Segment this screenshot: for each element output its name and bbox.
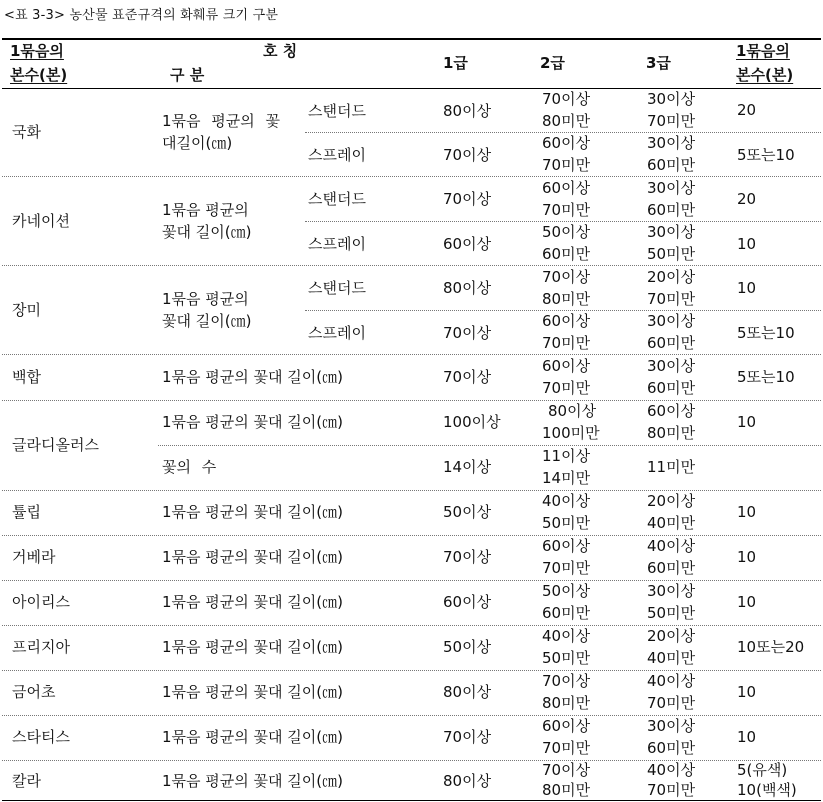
- row-name-lily: 백합: [12, 368, 41, 386]
- row-name-nasturtium: 금어초: [12, 683, 56, 701]
- g1-gladiolus-a: 100이상: [443, 413, 501, 431]
- g3a-iris: 30이상: [647, 582, 696, 600]
- row-name-statice: 스타티스: [12, 728, 70, 746]
- g2a-rose-standard: 70이상: [542, 268, 591, 286]
- g3a-gladiolus-a: 60이상: [647, 402, 696, 420]
- row-name-calla: 칼라: [12, 772, 41, 790]
- header-bottom-rule: [2, 88, 821, 89]
- g1-gukhwa-standard: 80이상: [443, 102, 492, 120]
- g3b-nasturtium: 70미만: [647, 694, 696, 712]
- row-separator: [2, 535, 821, 536]
- row-separator: [2, 265, 821, 266]
- count-gukhwa-standard: 20: [737, 101, 757, 119]
- type-rose-standard: 스탠더드: [308, 279, 366, 297]
- g2b-lily: 70미만: [542, 379, 591, 397]
- count-gukhwa-spray: 5또는10: [737, 146, 795, 164]
- criterion-nasturtium: 1묶음 평균의 꽃대 길이(㎝): [162, 683, 343, 701]
- type-gukhwa-spray: 스프레이: [308, 146, 366, 164]
- g2a-statice: 60이상: [542, 717, 591, 735]
- count-calla-b: 10(백색): [737, 781, 797, 799]
- count-carnation-spray: 10: [737, 235, 757, 253]
- g3a-statice: 30이상: [647, 717, 696, 735]
- g3a-gukhwa-spray: 30이상: [647, 134, 696, 152]
- g2b-gukhwa-spray: 70미만: [542, 156, 591, 174]
- g1-rose-spray: 70이상: [443, 324, 492, 342]
- g1-gerbera: 70이상: [443, 548, 492, 566]
- count-lily: 5또는10: [737, 368, 795, 386]
- criterion-lily: 1묶음 평균의 꽃대 길이(㎝): [162, 368, 343, 386]
- g3b-iris: 50미만: [647, 604, 696, 622]
- criterion-gukhwa-2: 대길이(㎝): [162, 134, 233, 152]
- criterion-iris: 1묶음 평균의 꽃대 길이(㎝): [162, 593, 343, 611]
- g1-nasturtium: 80이상: [443, 683, 492, 701]
- g2b-nasturtium: 80미만: [542, 694, 591, 712]
- header-grade1: 1급: [443, 54, 468, 72]
- header-bundle-count-left-1: 1묶음의: [10, 42, 64, 60]
- table-caption: <표 3-3> 농산물 표준규격의 화훼류 크기 구분: [4, 8, 279, 23]
- g3b-carnation-standard: 60미만: [647, 201, 696, 219]
- row-separator: [2, 760, 821, 761]
- g2b-carnation-standard: 70미만: [542, 201, 591, 219]
- g2a-carnation-standard: 60이상: [542, 179, 591, 197]
- criterion-rose-1: 1묶음 평균의: [162, 290, 249, 308]
- row-name-gladiolus: 글라디올러스: [12, 436, 99, 454]
- count-rose-standard: 10: [737, 279, 757, 297]
- type-rose-spray: 스프레이: [308, 324, 366, 342]
- g1-iris: 60이상: [443, 593, 492, 611]
- g1-freesia: 50이상: [443, 638, 492, 656]
- criterion-freesia: 1묶음 평균의 꽃대 길이(㎝): [162, 638, 343, 656]
- g3b-lily: 60미만: [647, 379, 696, 397]
- g2a-iris: 50이상: [542, 582, 591, 600]
- g2a-gladiolus-b: 11이상: [542, 447, 591, 465]
- g1-lily: 70이상: [443, 368, 492, 386]
- criterion-carnation-1: 1묶음 평균의: [162, 201, 249, 219]
- criterion-calla: 1묶음 평균의 꽃대 길이(㎝): [162, 772, 343, 790]
- type-gukhwa-standard: 스탠더드: [308, 102, 366, 120]
- row-separator: [2, 715, 821, 716]
- row-separator: [2, 176, 821, 177]
- g3a-gukhwa-standard: 30이상: [647, 90, 696, 108]
- g1-calla: 80이상: [443, 772, 492, 790]
- g3a-rose-spray: 30이상: [647, 312, 696, 330]
- subrow-separator: [158, 445, 821, 446]
- g3b-gladiolus-a: 80미만: [647, 424, 696, 442]
- g1-carnation-spray: 60이상: [443, 235, 492, 253]
- g3-gladiolus-b: 11미만: [647, 458, 696, 476]
- row-name-rose: 장미: [12, 301, 41, 319]
- header-bundle-count-right-1: 1묶음의: [736, 42, 790, 60]
- g2a-gerbera: 60이상: [542, 537, 591, 555]
- g2a-nasturtium: 70이상: [542, 672, 591, 690]
- g3a-carnation-standard: 30이상: [647, 179, 696, 197]
- criterion-gerbera: 1묶음 평균의 꽃대 길이(㎝): [162, 548, 343, 566]
- g3b-calla: 70미만: [647, 781, 696, 799]
- g1-gladiolus-b: 14이상: [443, 458, 492, 476]
- count-gladiolus-a: 10: [737, 413, 757, 431]
- row-separator: [2, 354, 821, 355]
- g3b-statice: 60미만: [647, 739, 696, 757]
- g3b-gukhwa-spray: 60미만: [647, 156, 696, 174]
- count-rose-spray: 5또는10: [737, 324, 795, 342]
- header-grade3: 3급: [646, 54, 671, 72]
- g2b-statice: 70미만: [542, 739, 591, 757]
- g1-gukhwa-spray: 70이상: [443, 146, 492, 164]
- g3a-nasturtium: 40이상: [647, 672, 696, 690]
- g2b-tulip: 50미만: [542, 514, 591, 532]
- g2b-gerbera: 70미만: [542, 559, 591, 577]
- row-separator: [2, 400, 821, 401]
- criterion-gladiolus-a: 1묶음 평균의 꽃대 길이(㎝): [162, 413, 343, 431]
- row-separator: [2, 670, 821, 671]
- g2b-gukhwa-standard: 80미만: [542, 112, 591, 130]
- g2b-carnation-spray: 60미만: [542, 245, 591, 263]
- criterion-gladiolus-b: 꽃의 수: [162, 458, 217, 476]
- row-name-gukhwa: 국화: [12, 123, 41, 141]
- g2b-calla: 80미만: [542, 781, 591, 799]
- header-grade2: 2급: [540, 54, 565, 72]
- g3a-rose-standard: 20이상: [647, 268, 696, 286]
- g2b-gladiolus-a: 100미만: [542, 424, 600, 442]
- g1-carnation-standard: 70이상: [443, 190, 492, 208]
- g3a-tulip: 20이상: [647, 492, 696, 510]
- count-calla-a: 5(유색): [737, 761, 788, 779]
- g2a-carnation-spray: 50이상: [542, 223, 591, 241]
- header-gubun: 구 분: [170, 66, 205, 84]
- g2a-calla: 70이상: [542, 761, 591, 779]
- g3a-lily: 30이상: [647, 357, 696, 375]
- row-name-tulip: 튤립: [12, 503, 41, 521]
- g2a-gukhwa-spray: 60이상: [542, 134, 591, 152]
- row-name-gerbera: 거베라: [12, 548, 56, 566]
- row-separator: [2, 490, 821, 491]
- count-freesia: 10또는20: [737, 638, 805, 656]
- row-name-carnation: 카네이션: [12, 212, 70, 230]
- g2a-gukhwa-standard: 70이상: [542, 90, 591, 108]
- table-top-rule: [2, 38, 821, 40]
- g3b-gerbera: 60미만: [647, 559, 696, 577]
- criterion-statice: 1묶음 평균의 꽃대 길이(㎝): [162, 728, 343, 746]
- count-tulip: 10: [737, 503, 757, 521]
- row-separator: [2, 625, 821, 626]
- g3b-gukhwa-standard: 70미만: [647, 112, 696, 130]
- row-name-freesia: 프리지아: [12, 638, 70, 656]
- criterion-tulip: 1묶음 평균의 꽃대 길이(㎝): [162, 503, 343, 521]
- g3a-calla: 40이상: [647, 761, 696, 779]
- g3b-rose-standard: 70미만: [647, 290, 696, 308]
- g2b-gladiolus-b: 14미만: [542, 469, 591, 487]
- criterion-carnation-2: 꽃대 길이(㎝): [162, 223, 252, 241]
- count-carnation-standard: 20: [737, 190, 757, 208]
- g1-statice: 70이상: [443, 728, 492, 746]
- criterion-gukhwa-1: 1묶음 평균의 꽃: [162, 112, 281, 130]
- type-carnation-spray: 스프레이: [308, 235, 366, 253]
- g3a-carnation-spray: 30이상: [647, 223, 696, 241]
- count-nasturtium: 10: [737, 683, 757, 701]
- header-bundle-count-left-2: 본수(본): [10, 66, 68, 84]
- g3b-rose-spray: 60미만: [647, 334, 696, 352]
- g1-rose-standard: 80이상: [443, 279, 492, 297]
- g3a-gerbera: 40이상: [647, 537, 696, 555]
- g2a-rose-spray: 60이상: [542, 312, 591, 330]
- g3b-carnation-spray: 50미만: [647, 245, 696, 263]
- g2a-lily: 60이상: [542, 357, 591, 375]
- row-name-iris: 아이리스: [12, 593, 70, 611]
- header-hoching: 호 칭: [263, 42, 298, 60]
- g1-tulip: 50이상: [443, 503, 492, 521]
- criterion-rose-2: 꽃대 길이(㎝): [162, 312, 252, 330]
- type-carnation-standard: 스탠더드: [308, 190, 366, 208]
- g2b-rose-spray: 70미만: [542, 334, 591, 352]
- count-iris: 10: [737, 593, 757, 611]
- g2a-freesia: 40이상: [542, 627, 591, 645]
- g2a-tulip: 40이상: [542, 492, 591, 510]
- g2b-freesia: 50미만: [542, 649, 591, 667]
- count-gerbera: 10: [737, 548, 757, 566]
- header-bundle-count-right-2: 본수(본): [736, 66, 794, 84]
- g2a-gladiolus-a: 80이상: [548, 402, 597, 420]
- g3b-freesia: 40미만: [647, 649, 696, 667]
- g3a-freesia: 20이상: [647, 627, 696, 645]
- count-statice: 10: [737, 728, 757, 746]
- g3b-tulip: 40미만: [647, 514, 696, 532]
- g2b-iris: 60미만: [542, 604, 591, 622]
- row-separator: [2, 580, 821, 581]
- g2b-rose-standard: 80미만: [542, 290, 591, 308]
- table-bottom-rule: [2, 800, 821, 801]
